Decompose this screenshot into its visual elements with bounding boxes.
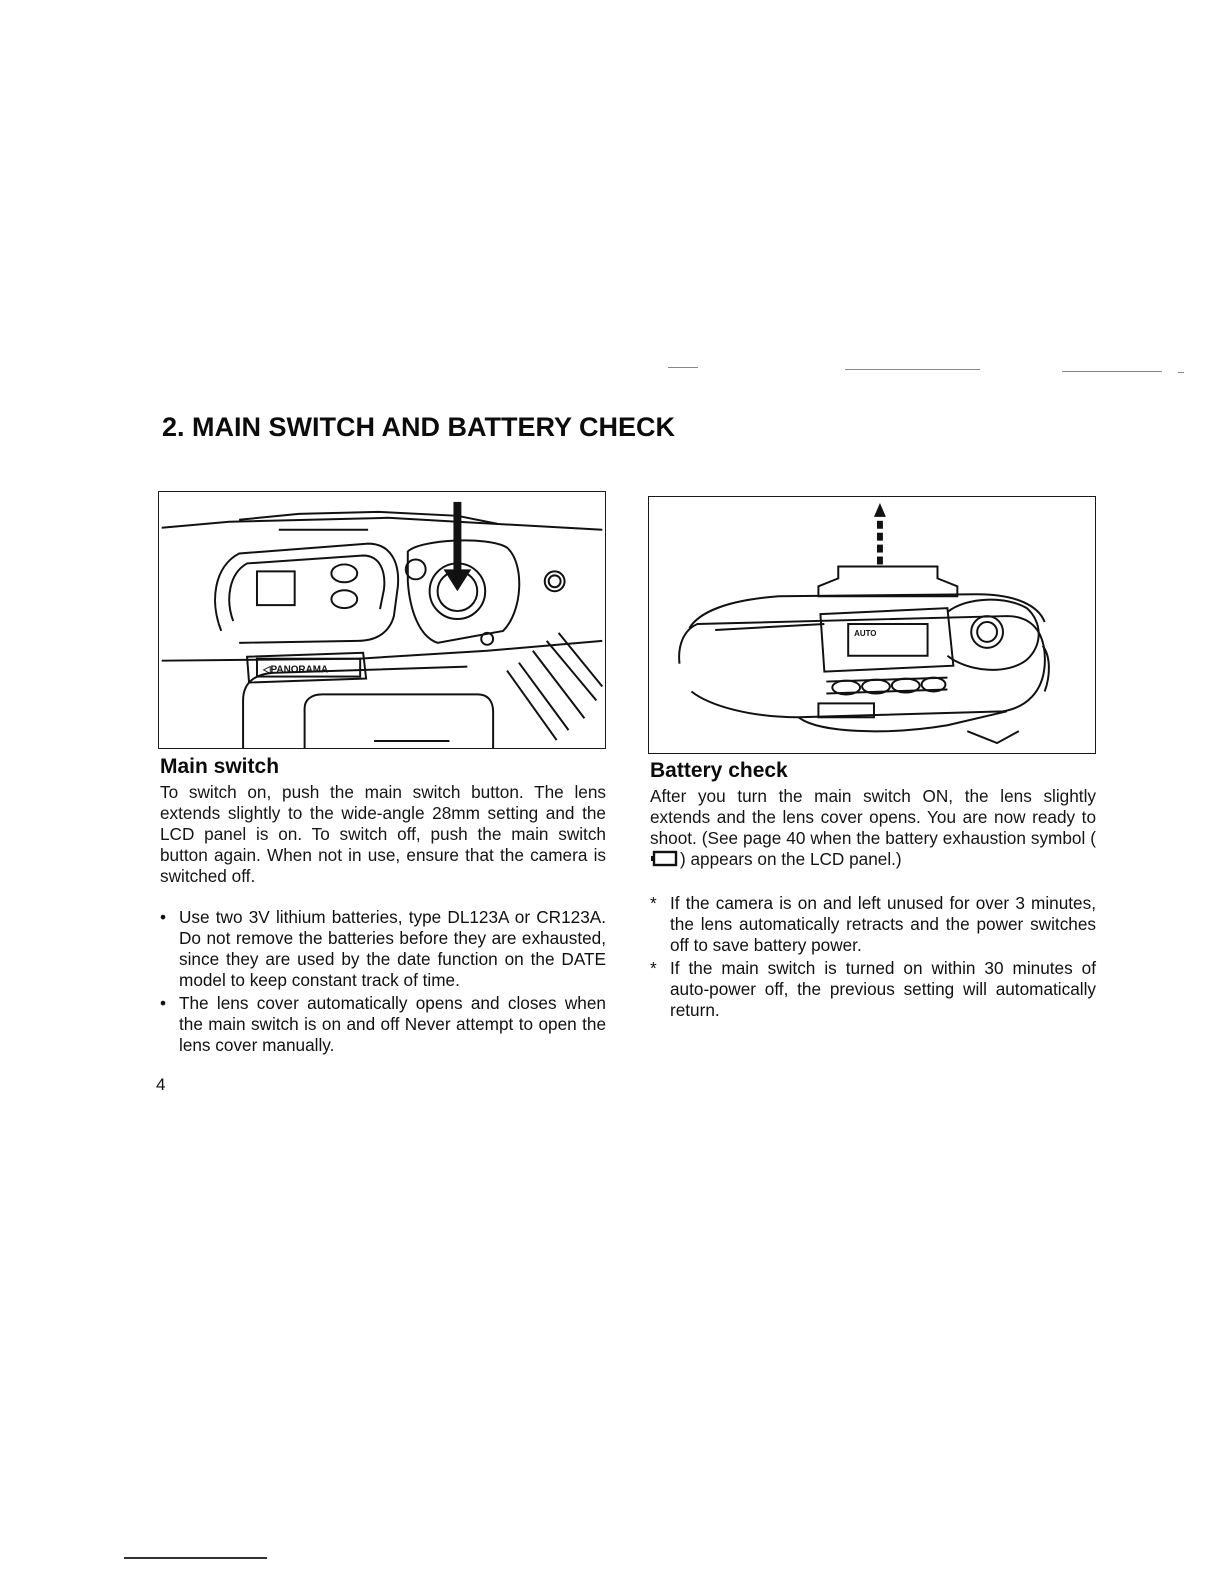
battery-check-body-end: ) appears on the LCD panel.) bbox=[680, 849, 902, 869]
battery-check-notes bbox=[650, 893, 1096, 1021]
battery-check-heading: Battery check bbox=[650, 759, 788, 782]
battery-check-body bbox=[650, 786, 1096, 873]
bullet-item bbox=[160, 907, 606, 991]
note-marker: * bbox=[650, 958, 657, 978]
note-text: If the main switch is turned on within 30 minutes of auto-power off, the previous setting will automatically return. bbox=[670, 958, 1096, 1020]
battery-check-figure bbox=[648, 496, 1096, 754]
bullet-marker: • bbox=[160, 993, 167, 1013]
bullet-text: The lens cover automatically opens and closes when the main switch is on and off Never attempt to open the lens cover manually. bbox=[179, 993, 606, 1055]
bullet-item bbox=[160, 993, 606, 1056]
scan-artifact-line bbox=[1178, 372, 1184, 373]
scan-artifact-line bbox=[845, 369, 980, 370]
battery-check-body-start: After you turn the main switch ON, the lens slightly extends and the lens cover opens. You are now ready to shoot. (See page 40 when the battery exhaustion symbol ( bbox=[650, 786, 1096, 848]
note-text: If the camera is on and left unused for over 3 minutes, the lens automatically retracts and the power switches off to save battery power. bbox=[670, 893, 1096, 955]
main-switch-section bbox=[160, 754, 606, 1058]
battery-exhaustion-icon bbox=[650, 850, 680, 873]
main-switch-heading: Main switch bbox=[160, 755, 280, 778]
note-marker: * bbox=[650, 893, 657, 913]
main-switch-bullets bbox=[160, 907, 606, 1056]
scan-artifact-line bbox=[1062, 371, 1162, 372]
bullet-text: Use two 3V lithium batteries, type DL123A or CR123A. Do not remove the batteries before they are exhausted, since they are used by the date function on the DATE model to keep constant track of time. bbox=[179, 907, 606, 990]
camera-lens-extend-illustration bbox=[649, 497, 1095, 753]
page-number: 4 bbox=[156, 1075, 166, 1094]
note-item bbox=[650, 958, 1096, 1021]
scan-artifact-line bbox=[668, 367, 698, 368]
note-item bbox=[650, 893, 1096, 956]
scan-artifact-line bbox=[124, 1557, 267, 1559]
main-switch-figure bbox=[158, 491, 606, 749]
page-title: 2. MAIN SWITCH AND BATTERY CHECK bbox=[162, 412, 675, 442]
bullet-marker: • bbox=[160, 907, 167, 927]
panorama-label: ◁PANORAMA bbox=[262, 664, 329, 676]
battery-check-section bbox=[650, 758, 1096, 1023]
main-switch-body: To switch on, push the main switch button. The lens extends slightly to the wide-angle 28mm setting and the LCD panel is on. To switch off, push the main switch button again. When not in use, ensure that the camera is switched off. bbox=[160, 782, 606, 886]
camera-top-main-switch-illustration bbox=[159, 492, 605, 748]
lcd-label: AUTO bbox=[854, 628, 877, 638]
